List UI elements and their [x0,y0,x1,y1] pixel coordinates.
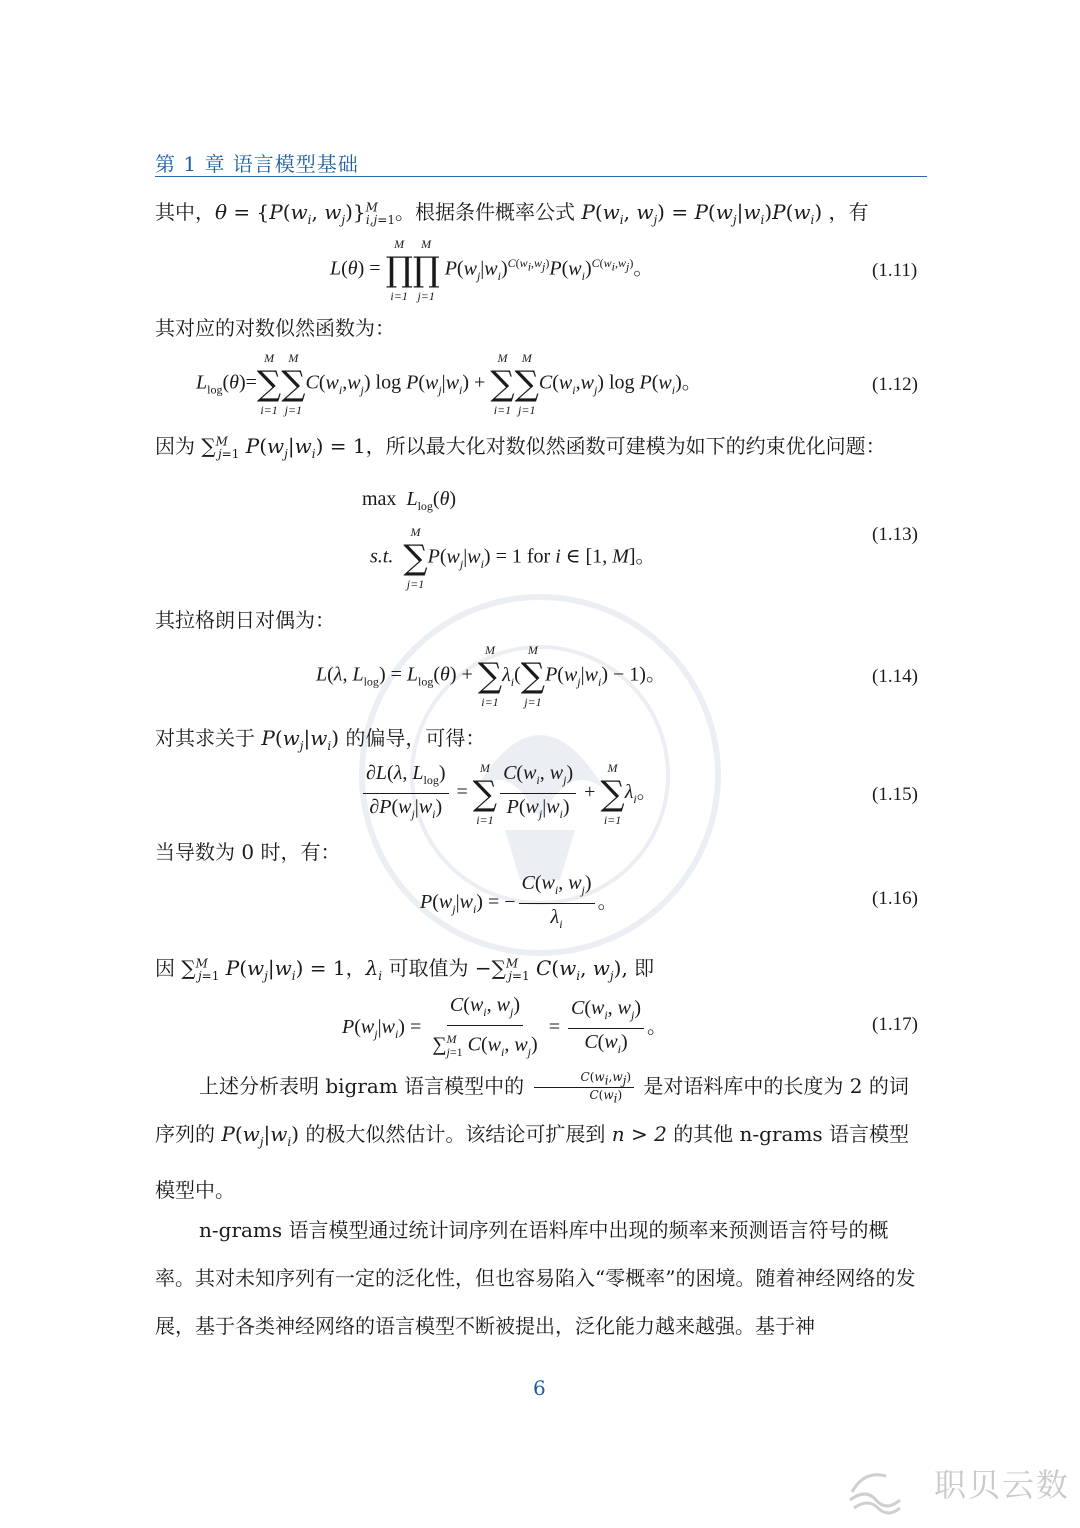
text-line-5: 对其求关于 $P(w_j|w_i)$ 的偏导，可得： [155,726,486,753]
equation-1-11: L(θ) = M ∏ i=1 M ∏ j=1 $P(w_j|w_i)^{C(w_i,w_j)}P(w_i)^{C(w_i,w_j)}$。 [330,237,654,303]
eq-number-1-12: (1.12) [872,374,918,395]
text-line-6: 当导数为 0 时，有： [155,840,341,864]
text-line-3: 因为 ∑$^M_{j=1}$ $P(w_j|w_i) = 1$，所以最大化对数似然函数可建模为如下的约束优化问题： [155,434,886,461]
running-header [155,148,927,177]
equation-1-12: $L_{log}(\theta)=$ M ∑ i=1 M ∑ j=1 $C(w_i,w_j)$ $\log P(w_j|w_i)$ + M ∑ i=1 M ∑ j=1 $C(w_i,w_j)$ $\log P(w_i)$。 [196,351,702,417]
eq-number-1-13: (1.13) [872,524,918,545]
equation-1-14: L(λ, $L_{log}) = L_{log}(\theta)$ + M ∑ i=1 $\lambda_i$( M ∑ j=1 $P(w_j|w_i) - 1$)。 [316,643,666,709]
equation-1-15: $\frac{\partial L(\lambda, L_{log})}{\partial P(w_j|w_i)}$ = M ∑ i=1 $\frac{C(w_i, w_j)}{P(w_j|w_i)}$ + M ∑ i=1 $\lambda_i$。 [360,760,657,827]
paragraph-1: 上述分析表明 bigram 语言模型中的 $\frac{C(w_i,w_j)}{C(w_i)}$ 是对语料库中的长度为 2 的词序列的 $P(w_j|w_i)$ 的极大似然估计。该结论可扩展到 n > 2 的其他 n-grams 语言模型模型中。 [155,1069,910,1202]
eq-number-1-14: (1.14) [872,666,918,687]
text-line-7: 因 ∑$^M_{j=1}$ $P(w_j|w_i) = 1$，$\lambda_i$ 可取值为 −∑$^M_{j=1}$ $C(w_i$, $w_j$), 即 [155,956,655,983]
equation-1-16: $P(w_j|w_i)$ = − $\frac{C(w_i, w_j)}{\lambda_i}$ 。 [420,872,618,931]
equation-1-17: $P(w_j|w_i)$ = $\frac{C(w_i, w_j)}{\sum^M_{j=1} C(w_i, w_j)}$ = $\frac{C(w_i, w_j)}{C(w_i)}$ 。 [342,994,668,1059]
equation-1-13-constraint: s.t. M ∑ j=1 $P(w_j|w_i) = 1$ for i ∈ [1, M]。 [370,525,656,591]
eq-number-1-11: (1.11) [872,260,918,281]
text-line-2: 其对应的对数似然函数为： [155,316,395,340]
eq-number-1-16: (1.16) [872,888,918,909]
text-line-4: 其拉格朗日对偶为： [155,608,335,632]
paragraph-2: n-grams 语言模型通过统计词序列在语料库中出现的频率来预测语言符号的概率。其对未知序列有一定的泛化性，但也容易陷入“零概率”的困境。随着神经网络的发展，基于各类神经网络的语言模型不断被提出，泛化能力越来越强。基于神 [155,1218,916,1338]
brand-wave-logo-icon [846,1462,902,1518]
chapter-title: 第 1 章 语言模型基础 [155,152,359,176]
brand-watermark-text: 职贝云数 [933,1466,1070,1504]
text-line-1: 其中，$\theta = \{P(w_i$, $w_j)\}^M_{i,j=1}$。根据条件概率公式 $P(w_i$, $w_j) = P(w_j|w_i)P(w_i)$ ，有 [155,200,869,227]
eq-number-1-15: (1.15) [872,784,918,805]
equation-1-13-objective: $\max L_{log}(\theta)$ [362,488,457,513]
page-number: 6 [533,1376,546,1400]
eq-number-1-17: (1.17) [872,1014,918,1035]
